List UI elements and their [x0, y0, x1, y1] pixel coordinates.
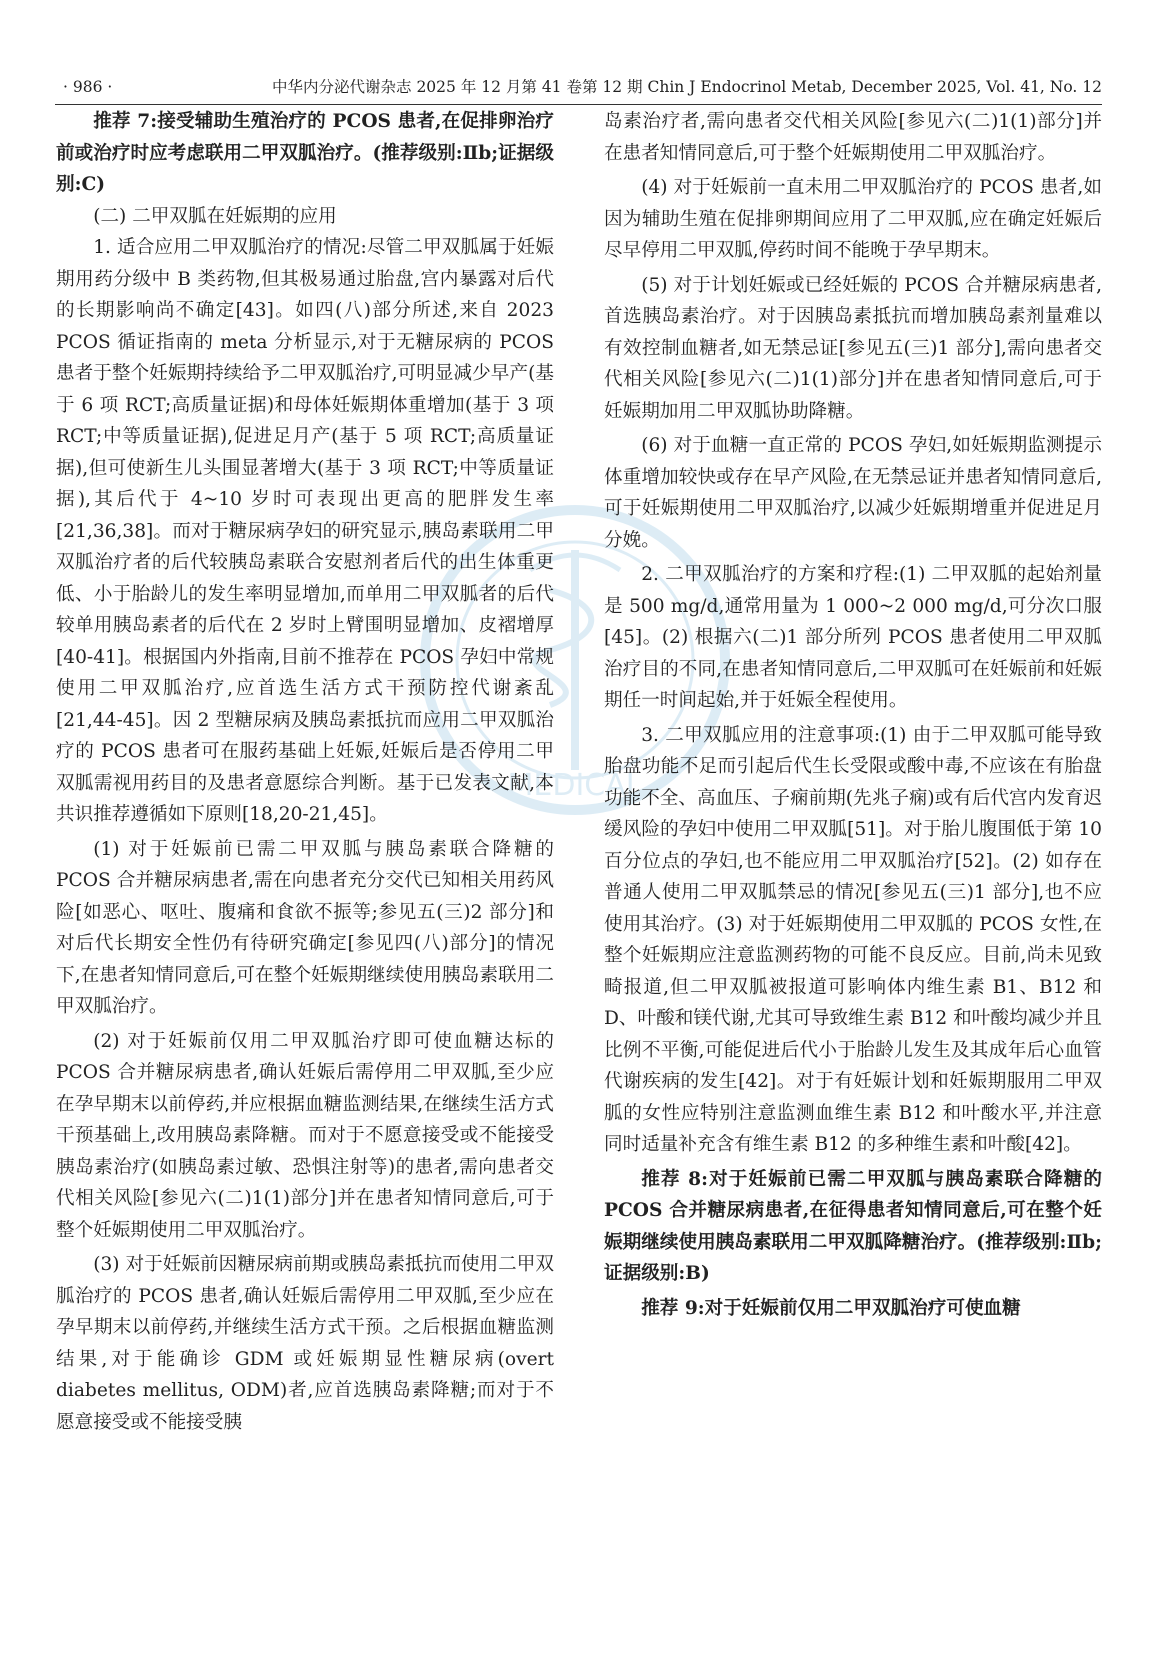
paragraph: (1) 对于妊娠前已需二甲双胍与胰岛素联合降糖的 PCOS 合并糖尿病患者,需在向患者充分交代已知相关用药风险[如恶心、呕吐、腹痛和食欲不振等;参见五(三)2 部分]和对后代长期安全性仍有待研究确定[参见四(八)部分]的情况下,在患者知情同意后,可在整个妊娠期继续使用胰岛素联用二甲双胍治疗。 — [56, 838, 554, 1017]
recommendation-9: 推荐 9:对于妊娠前仅用二甲双胍治疗可使血糖 — [641, 1297, 1021, 1319]
recommendation-8: 推荐 8:对于妊娠前已需二甲双胍与胰岛素联合降糖的 PCOS 合并糖尿病患者,在征得患者知情同意后,可在整个妊娠期继续使用胰岛素联用二甲双胍降糖治疗。(推荐级别:Ⅱb;证据级别:B) — [604, 1168, 1102, 1284]
section-heading: (二) 二甲双胍在妊娠期的应用 — [93, 205, 337, 227]
paragraph: (2) 对于妊娠前仅用二甲双胍治疗即可使血糖达标的 PCOS 合并糖尿病患者,确认妊娠后需停用二甲双胍,至少应在孕早期末以前停药,并应根据血糖监测结果,在继续生活方式干预基础上,改用胰岛素降糖。而对于不愿意接受或不能接受胰岛素治疗(如胰岛素过敏、恐惧注射等)的患者,需向患者交代相关风险[参见六(二)1(1)部分]并在患者知情同意后,可于整个妊娠期使用二甲双胍治疗。 — [56, 1030, 554, 1241]
page-number: · 986 · — [63, 78, 113, 96]
paragraph: 1. 适合应用二甲双胍治疗的情况:尽管二甲双胍属于妊娠期用药分级中 B 类药物,但其极易通过胎盘,宫内暴露对后代的长期影响尚不确定[43]。如四(八)部分所述,来自 2023 PCOS 循证指南的 meta 分析显示,对于无糖尿病的 PCOS 患者于整个妊娠期持续给予二甲双胍治疗,可明显减少早产(基于 6 项 RCT;高质量证据)和母体妊娠期体重增加(基于 3 项 RCT;中等质量证据),促进足月产(基于 5 项 RCT;高质量证据),但可使新生儿头围显著增大(基于 3 项 RCT;中等质量证据),其后代于 4~10 岁时可表现出更高的肥胖发生率[21,36,38]。而对于糖尿病孕妇的研究显示,胰岛素联用二甲双胍治疗者的后代较胰岛素联合安慰剂者后代的出生体重更低、小于胎龄儿的发生率明显增加,而单用二甲双胍者的后代较单用胰岛素者的后代在 2 岁时上臂围明显增加、皮褶增厚[40-41]。根据国内外指南,目前不推荐在 PCOS 孕妇中常规使用二甲双胍治疗,应首选生活方式干预防控代谢紊乱[21,44-45]。因 2 型糖尿病及胰岛素抵抗而应用二甲双胍治疗的 PCOS 患者可在服药基础上妊娠,妊娠后是否停用二甲双胍需视用药目的及患者意愿综合判断。基于已发表文献,本共识推荐遵循如下原则[18,20-21,45]。 — [56, 237, 554, 825]
paragraph: (6) 对于血糖一直正常的 PCOS 孕妇,如妊娠期监测提示体重增加较快或存在早产风险,在无禁忌证并患者知情同意后,可于妊娠期使用二甲双胍治疗,以减少妊娠期增重并促进足月分娩。 — [604, 435, 1102, 551]
paragraph: 岛素治疗者,需向患者交代相关风险[参见六(二)1(1)部分]并在患者知情同意后,可于整个妊娠期使用二甲双胍治疗。 — [604, 111, 1102, 164]
paragraph: (4) 对于妊娠前一直未用二甲双胍治疗的 PCOS 患者,如因为辅助生殖在促排卵期间应用了二甲双胍,应在确定妊娠后尽早停用二甲双胍,停药时间不能晚于孕早期末。 — [604, 177, 1102, 261]
watermark-text: MEDICAL — [507, 768, 643, 803]
recommendation-7: 推荐 7:接受辅助生殖治疗的 PCOS 患者,在促排卵治疗前或治疗时应考虑联用二甲双胍治疗。(推荐级别:Ⅱb;证据级别:C) — [56, 111, 554, 195]
header-rule — [55, 104, 1102, 105]
paragraph: (5) 对于计划妊娠或已经妊娠的 PCOS 合并糖尿病患者,首选胰岛素治疗。对于因胰岛素抵抗而增加胰岛素剂量难以有效控制血糖者,如无禁忌证[参见五(三)1 部分],需向患者交代相关风险[参见六(二)1(1)部分]并在患者知情同意后,可于妊娠期加用二甲双胍协助降糖。 — [604, 274, 1102, 422]
running-header — [55, 72, 1102, 102]
left-column — [56, 106, 554, 1626]
right-column — [604, 106, 1102, 1626]
journal-title: 中华内分泌代谢杂志 2025 年 12 月第 41 卷第 12 期 Chin J Endocrinol Metab, December 2025, Vol. 41, No. 12 — [272, 78, 1102, 96]
paragraph: 3. 二甲双胍应用的注意事项:(1) 由于二甲双胍可能导致胎盘功能不足而引起后代生长受限或酸中毒,不应该在有胎盘功能不全、高血压、子痫前期(先兆子痫)或有后代宫内发育迟缓风险的孕妇中使用二甲双胍[51]。对于胎儿腹围低于第 10 百分位点的孕妇,也不能应用二甲双胍治疗[52]。(2) 如存在普通人使用二甲双胍禁忌的情况[参见五(三)1 部分],也不应使用其治疗。(3) 对于妊娠期使用二甲双胍的 PCOS 女性,在整个妊娠期应注意监测药物的可能不良反应。目前,尚未见致畸报道,但二甲双胍被报道可影响体内维生素 B1、B12 和 D、叶酸和镁代谢,尤其可导致维生素 B12 和叶酸均减少并且比例不平衡,可能促进后代小于胎龄儿发生及其成年后心血管代谢疾病的发生[42]。对于有妊娠计划和妊娠期服用二甲双胍的女性应特别注意监测血维生素 B12 和叶酸水平,并注意同时适量补充含有维生素 B12 的多种维生素和叶酸[42]。 — [604, 724, 1102, 1155]
paragraph: 2. 二甲双胍治疗的方案和疗程:(1) 二甲双胍的起始剂量是 500 mg/d,通常用量为 1 000~2 000 mg/d,可分次口服[45]。(2) 根据六(二)1 部分所列 PCOS 患者使用二甲双胍治疗目的不同,在患者知情同意后,二甲双胍可在妊娠前和妊娠期任一时间起始,并于妊娠全程使用。 — [604, 564, 1102, 711]
paragraph: (3) 对于妊娠前因糖尿病前期或胰岛素抵抗而使用二甲双胍治疗的 PCOS 患者,确认妊娠后需停用二甲双胍,至少应在孕早期末以前停药,并继续生活方式干预。之后根据血糖监测结果,对于能确诊 GDM 或妊娠期显性糖尿病(overt diabetes mellitus, ODM)者,应首选胰岛素降糖;而对于不愿意接受或不能接受胰 — [56, 1254, 554, 1433]
